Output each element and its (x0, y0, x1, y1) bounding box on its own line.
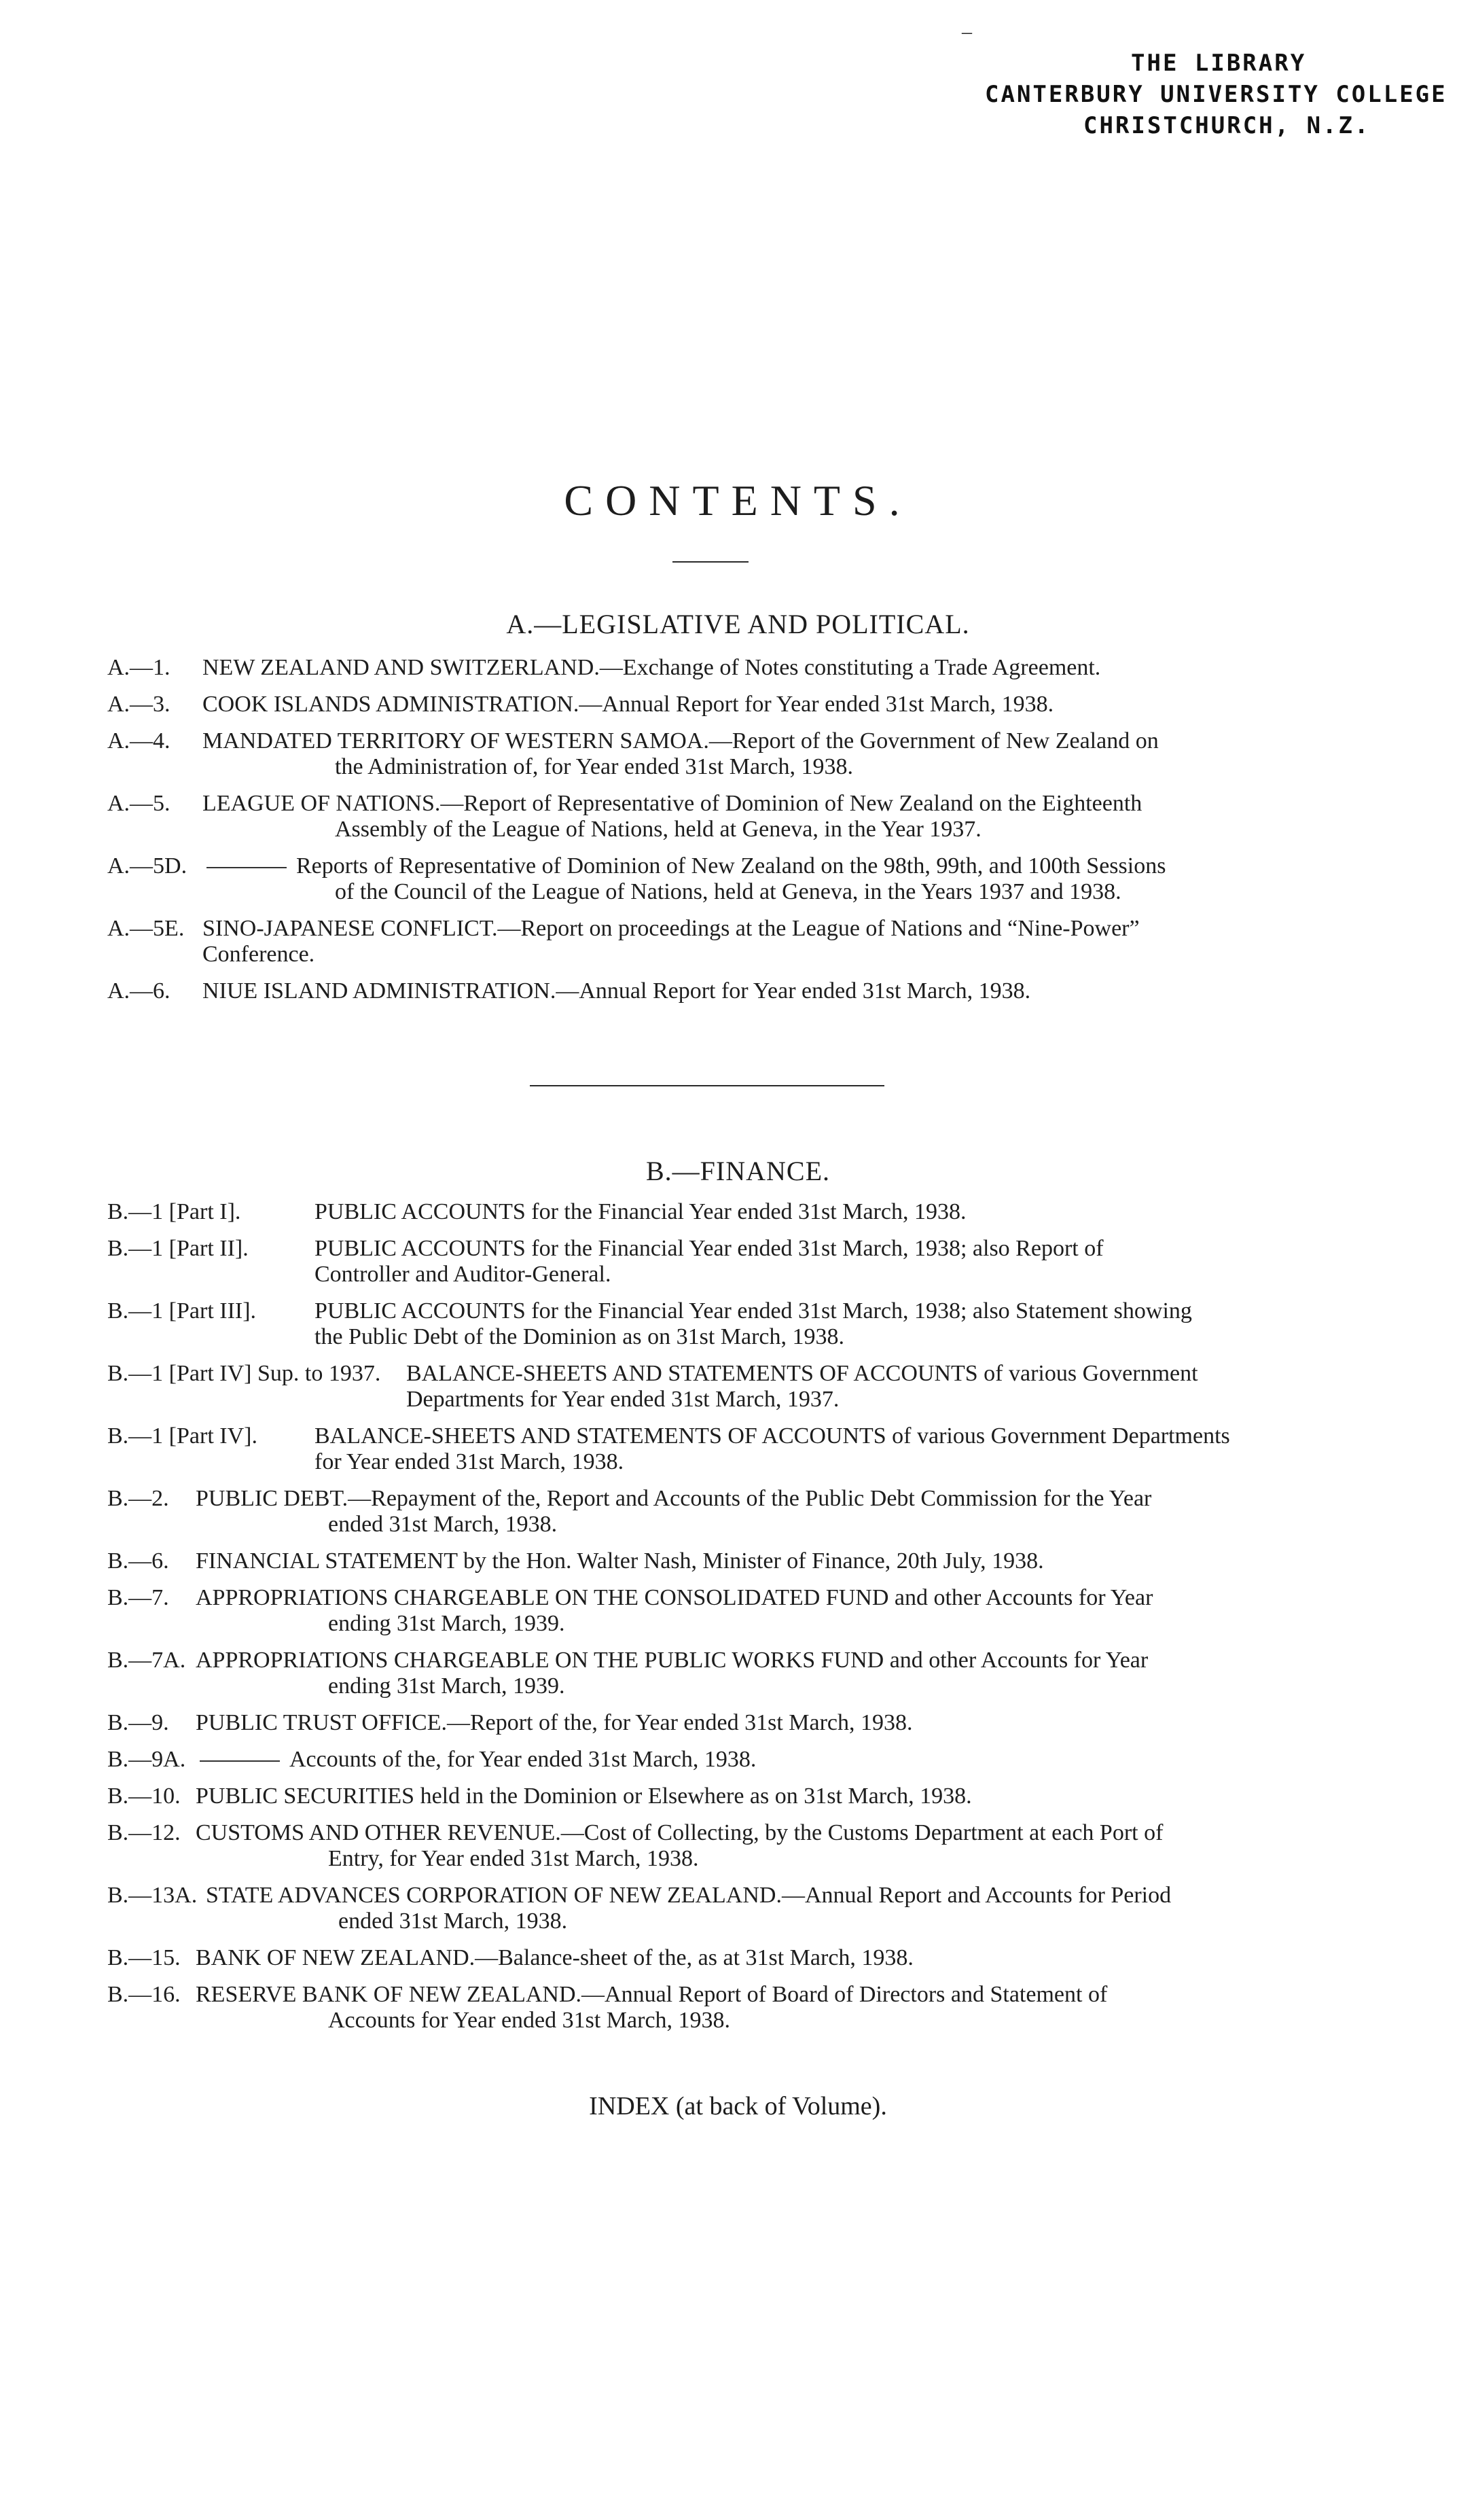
entry-text: APPROPRIATIONS CHARGEABLE ON THE PUBLIC WORKS FUND and other Accounts for Year (196, 1648, 1149, 1673)
section-b-list (107, 1199, 1316, 2044)
index-note: INDEX (at back of Volume). (589, 2092, 887, 2120)
list-item (107, 728, 1316, 780)
entry-code: B.—1 [Part IV]. (107, 1423, 257, 1449)
entry-text: PUBLIC TRUST OFFICE.—Report of the, for Year ended 31st March, 1938. (196, 1710, 913, 1735)
entry-text: NIUE ISLAND ADMINISTRATION.—Annual Report for Year ended 31st March, 1938. (202, 978, 1031, 1004)
list-item (107, 791, 1316, 842)
list-item (107, 853, 1316, 905)
entry-code: B.—15. (107, 1945, 181, 1970)
list-item (107, 1820, 1316, 1872)
entry-continuation: ending 31st March, 1939. (328, 1673, 565, 1699)
entry-continuation: the Administration of, for Year ended 31st March, 1938. (335, 754, 853, 779)
entry-code: B.—7A. (107, 1648, 186, 1673)
entry-continuation: ending 31st March, 1939. (328, 1611, 565, 1636)
entry-text: PUBLIC DEBT.—Repayment of the, Report and Accounts of the Public Debt Commission for the Year (196, 1486, 1152, 1511)
entry-text: FINANCIAL STATEMENT by the Hon. Walter Nash, Minister of Finance, 20th July, 1938. (196, 1548, 1044, 1574)
list-item (107, 1648, 1316, 1699)
list-item (107, 1199, 1316, 1225)
list-item (107, 655, 1316, 681)
list-item (107, 1883, 1316, 1934)
entry-code: B.—10. (107, 1783, 181, 1809)
ditto-dash (206, 867, 287, 868)
section-b-heading: B.—FINANCE. (645, 1156, 831, 1186)
entry-code: B.—9. (107, 1710, 169, 1735)
entry-continuation: ended 31st March, 1938. (338, 1909, 568, 1934)
entry-code: A.—4. (107, 728, 170, 753)
entry-text: CUSTOMS AND OTHER REVENUE.—Cost of Collecting, by the Customs Department at each Port of (196, 1820, 1164, 1845)
entry-continuation: Controller and Auditor-General. (314, 1262, 611, 1287)
entry-text: BALANCE-SHEETS AND STATEMENTS OF ACCOUNTS of various Government (406, 1361, 1198, 1386)
list-item (107, 916, 1316, 968)
entry-code: B.—1 [Part I]. (107, 1199, 241, 1224)
entry-code: B.—1 [Part III]. (107, 1298, 257, 1324)
entry-text: Reports of Representative of Dominion of New Zealand on the 98th, 99th, and 100th Sessions (296, 853, 1166, 879)
title-divider (672, 561, 749, 563)
entry-code: B.—12. (107, 1820, 181, 1845)
entry-code: B.—13A. (107, 1883, 198, 1908)
list-item (107, 1585, 1316, 1637)
list-item (107, 1423, 1316, 1475)
list-item (107, 1548, 1316, 1574)
list-item (107, 978, 1316, 1004)
entry-code: B.—16. (107, 1982, 181, 2007)
entry-continuation: the Public Debt of the Dominion as on 31st March, 1938. (314, 1324, 845, 1349)
entry-continuation: ended 31st March, 1938. (328, 1512, 558, 1537)
section-a-list (107, 655, 1316, 1015)
entry-continuation: Entry, for Year ended 31st March, 1938. (328, 1846, 699, 1871)
entry-code: B.—7. (107, 1585, 169, 1610)
entry-text: MANDATED TERRITORY OF WESTERN SAMOA.—Report of the Government of New Zealand on (202, 728, 1159, 753)
list-item (107, 1298, 1316, 1350)
entry-code: B.—2. (107, 1486, 169, 1511)
entry-text: APPROPRIATIONS CHARGEABLE ON THE CONSOLIDATED FUND and other Accounts for Year (196, 1585, 1153, 1610)
entry-code: A.—5. (107, 791, 170, 816)
entry-continuation: Conference. (202, 942, 315, 967)
entry-text: COOK ISLANDS ADMINISTRATION.—Annual Report for Year ended 31st March, 1938. (202, 692, 1054, 717)
library-stamp (985, 48, 1460, 141)
entry-code: B.—9A. (107, 1747, 186, 1772)
list-item (107, 1747, 1316, 1773)
entry-code: A.—3. (107, 692, 170, 717)
list-item (107, 1783, 1316, 1809)
entry-continuation: Departments for Year ended 31st March, 1937. (406, 1387, 840, 1412)
pen-mark-icon: ‒ (962, 20, 972, 43)
entry-code: A.—6. (107, 978, 170, 1004)
list-item (107, 1710, 1316, 1736)
section-divider (530, 1085, 884, 1086)
list-item (107, 692, 1316, 717)
entry-text: PUBLIC ACCOUNTS for the Financial Year ended 31st March, 1938; also Report of (314, 1236, 1104, 1261)
entry-text: LEAGUE OF NATIONS.—Report of Representative of Dominion of New Zealand on the Eighteenth (202, 791, 1142, 816)
entry-continuation: of the Council of the League of Nations, held at Geneva, in the Years 1937 and 1938. (335, 879, 1121, 904)
list-item (107, 1236, 1316, 1288)
section-a-heading: A.—LEGISLATIVE AND POLITICAL. (506, 609, 970, 639)
entry-text: BALANCE-SHEETS AND STATEMENTS OF ACCOUNTS of various Government Departments (314, 1423, 1230, 1449)
stamp-line-1: THE LIBRARY (1131, 50, 1307, 77)
entry-text: Accounts of the, for Year ended 31st March, 1938. (289, 1747, 757, 1772)
list-item (107, 1361, 1316, 1413)
list-item (107, 1982, 1316, 2034)
list-item (107, 1945, 1316, 1971)
entry-text: NEW ZEALAND AND SWITZERLAND.—Exchange of Notes constituting a Trade Agreement. (202, 655, 1101, 680)
ditto-dash (200, 1760, 280, 1762)
stamp-line-2: CANTERBURY UNIVERSITY COLLEGE (985, 81, 1447, 108)
entry-text: PUBLIC ACCOUNTS for the Financial Year ended 31st March, 1938; also Statement showing (314, 1298, 1192, 1324)
entry-text: RESERVE BANK OF NEW ZEALAND.—Annual Report of Board of Directors and Statement of (196, 1982, 1108, 2007)
entry-continuation: for Year ended 31st March, 1938. (314, 1449, 624, 1474)
entry-code: B.—1 [Part II]. (107, 1236, 249, 1261)
entry-code: A.—5D. (107, 853, 187, 879)
entry-text: SINO-JAPANESE CONFLICT.—Report on proceedings at the League of Nations and “Nine-Power” (202, 916, 1140, 941)
entry-text: STATE ADVANCES CORPORATION OF NEW ZEALAND.—Annual Report and Accounts for Period (206, 1883, 1172, 1908)
entry-code: B.—1 [Part IV] Sup. to 1937. (107, 1361, 381, 1386)
entry-text: BANK OF NEW ZEALAND.—Balance-sheet of the, as at 31st March, 1938. (196, 1945, 914, 1970)
entry-continuation: Accounts for Year ended 31st March, 1938. (328, 2008, 731, 2033)
entry-code: A.—1. (107, 655, 170, 680)
list-item (107, 1486, 1316, 1538)
entry-continuation: Assembly of the League of Nations, held at Geneva, in the Year 1937. (335, 817, 982, 842)
stamp-line-3: CHRISTCHURCH, N.Z. (1083, 112, 1371, 139)
page-title: CONTENTS. (564, 476, 912, 525)
entry-code: B.—6. (107, 1548, 169, 1574)
entry-text: PUBLIC SECURITIES held in the Dominion or Elsewhere as on 31st March, 1938. (196, 1783, 972, 1809)
entry-code: A.—5E. (107, 916, 185, 941)
entry-text: PUBLIC ACCOUNTS for the Financial Year ended 31st March, 1938. (314, 1199, 967, 1224)
